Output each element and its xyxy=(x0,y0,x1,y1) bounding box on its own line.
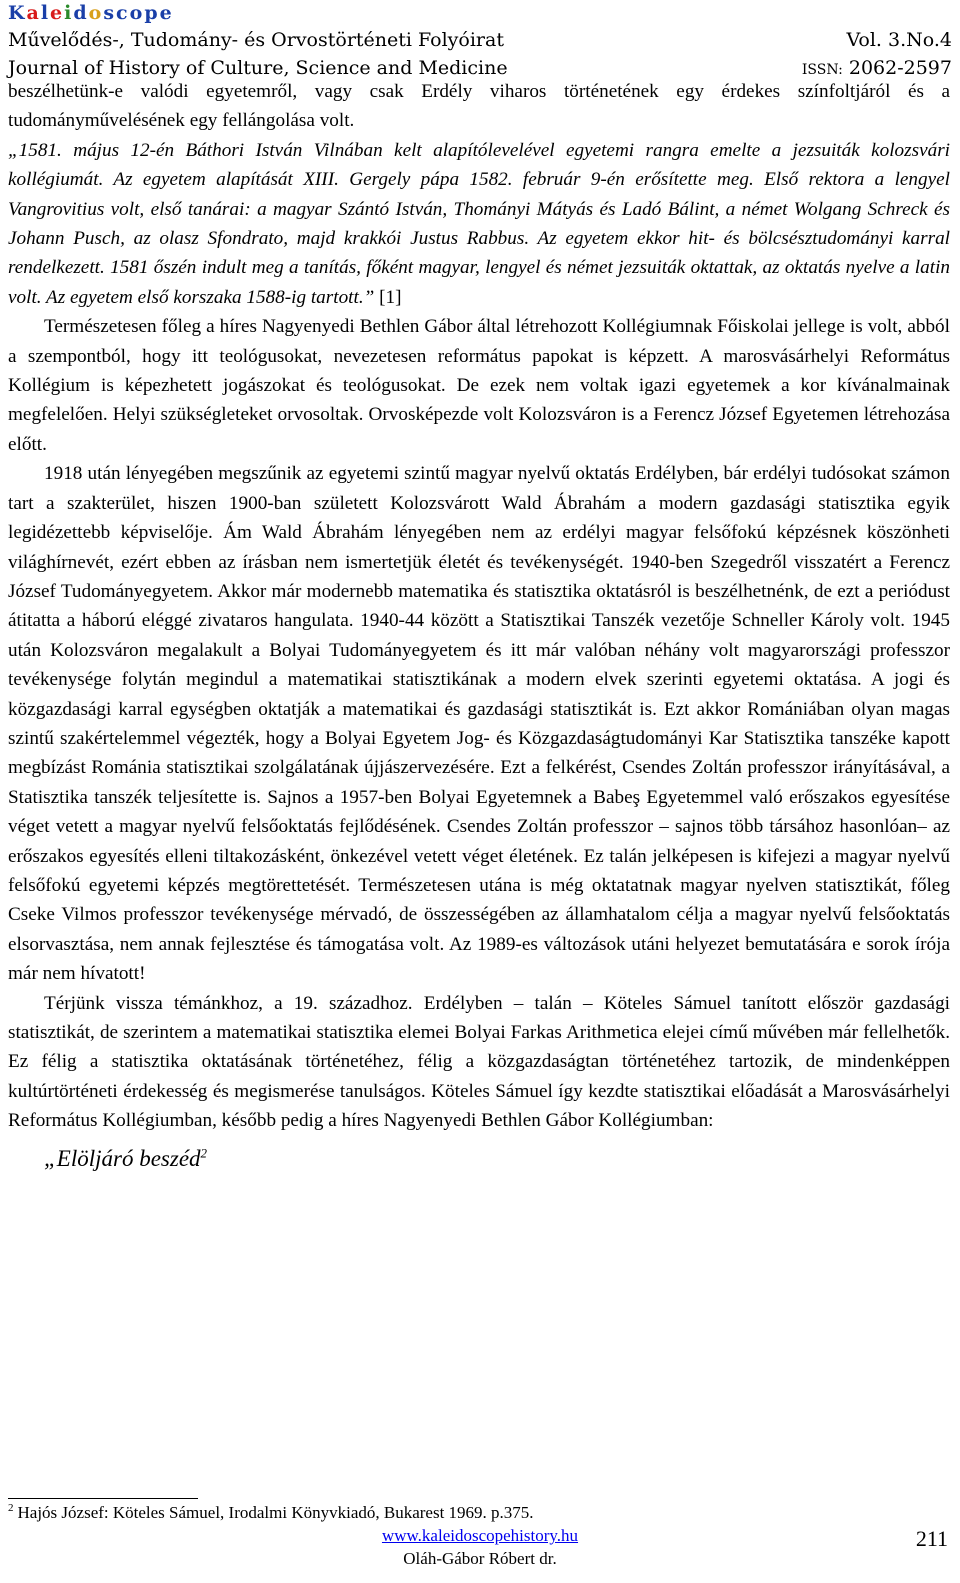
page-number: 211 xyxy=(915,1526,948,1551)
footnote-divider xyxy=(8,1498,198,1499)
journal-logo xyxy=(8,0,952,26)
logo-letter: d xyxy=(73,2,89,24)
volume-label: Vol. 3.No.4 xyxy=(846,29,952,51)
logo-letter: s xyxy=(103,2,117,24)
footnote xyxy=(8,1502,534,1524)
logo-letter: e xyxy=(50,2,65,24)
paragraph-4: Térjünk vissza témánkhoz, a 19. századhoz. Erdélyben – talán – Köteles Sámuel tanított először gazdasági statisztikát, de szerintem a matematikai statisztika elemei Bolyai Farkas Arithmetica elejei című művében már fellelhetők. Ez félig a statisztika oktatásának történetéhez, félig a közgazdaságtan történetéhez tartozik, de mindenképpen kultúrtörténeti érdekesség és megismerése tanulságos. Köteles Sámuel így kezdte statisztikai előadását a Marosvásárhelyi Református Kollégiumban, később pedig a híres Nagyenyedi Bethlen Gábor Kollégiumban: xyxy=(8,992,950,1132)
logo-letter: l xyxy=(40,2,51,24)
italic-quotation: „1581. május 12-én Báthori István Vilnában kelt alapítólevelével egyetemi rangra emelte a jezsuiták kolozsvári kollégiumát. Az egyetem alapítását XIII. Gergely pápa 1582. február 9-én erősítette meg. Első rektora a lengyel Vangrovitius volt, első tanárai: a magyar Szántó István, Thományi Mátyás és Ladó Bálint, a német Wolgang Schreck és Johann Pusch, az olasz Sfondrato, majd krakkói Justus Rabbus. Az egyetem ekkor hit- és bölcsésztudományi karral rendelkezett. 1581 őszén indult meg a tanítás, főként magyar, lengyel és német jezsuiták oktattak, az oktatás nyelve a latin volt. Az egyetem első korszaka 1588-ig tartott.” xyxy=(8,139,950,308)
journal-header xyxy=(8,0,952,84)
logo-letter: o xyxy=(88,2,104,24)
journal-title-en: Journal of History of Culture, Science and Medicine xyxy=(8,57,508,79)
header-row-1 xyxy=(8,26,952,54)
paragraph-2 xyxy=(8,136,950,459)
quote-text: „Elöljáró beszéd xyxy=(44,1145,201,1171)
logo-letter: p xyxy=(144,2,160,24)
issn-number: 2062-2597 xyxy=(848,57,952,79)
footnote-number: 2 xyxy=(8,1502,14,1515)
paragraph-2-text: Természetesen főleg a híres Nagyenyedi Bethlen Gábor által létrehozott Kollégiumnak Főiskolai jellege is volt, abból a szempontból, hogy itt teológusokat, nevezetesen református papokat is képzett. A marosvásárhelyi Református Kollégium is képezhetett jogászokat és teológusokat. De ezek nem voltak igazi egyetemek a kor kívánalmainak megfelelően. Helyi szükségleteket orvosoltak. Orvosképezde volt Kolozsváron is a Ferencz József Egyetemen létrehozása előtt. xyxy=(8,316,950,455)
footnote-text: Hajós József: Köteles Sámuel, Irodalmi Könyvkiadó, Bukarest 1969. p.375. xyxy=(17,1503,534,1522)
paragraph-3: 1918 után lényegében megszűnik az egyetemi szintű magyar nyelvű oktatás Erdélyben, bár erdélyi tudósokat számon tart a szakterület, hiszen 1900-ban született Kolozsvárott Wald Ábrahám a modern gazdasági statisztika egyik legidézettebb képviselője. Ám Wald Ábrahám lényegében nem az erdélyi magyar felsőfokú képzésnek köszönheti világhírnevét, ezért ebben az írásban nem ismertetjük életét és tevékenységét. 1940-ben Szegedről visszatért a Ferencz József Tudományegyetem. Akkor már modernebb matematika és statisztika oktatásról is beszélhetnénk, de ezt a periódust átitatta a háború eléggé zivataros hangulata. 1940-44 között a Statisztikai Tanszék vezetője Schneller Károly volt. 1945 után Kolozsváron megalakult a Bolyai Tudományegyetem és itt már valóban néhány volt magyarországi professzor tevékenysége folytán megindul a matematikai statisztikának a modern elvek szerinti egyetemi oktatása. A jogi és közgazdasági karral egységben oktatják a matematikai és gazdasági statisztikát is. Ezt akkor Romániában olyan magas szintű szakértelemmel végezték, hogy a Bolyai Egyetem Jog- és Közgazdaságtudományi Kar Statisztika tanszéke kapott megbízást Románia statisztikai szolgálatának újjászervezésére. Ezt a felkérést, Csendes Zoltán professzor irányításával, a Statisztika tanszék teljesítette is. Sajnos a 1957-ben Bolyai Egyetemnek a Babeş Egyetemmel való erőszakos egyesítése véget vetett a magyar nyelvű felsőoktatás fejlődésének. Csendes Zoltán professzor – sajnos több társához hasonlóan– az erőszakos egyesítés elleni tiltakozásként, önkezével vetett véget életének. Ez talán jelképesen is kifejezi a magyar nyelvű felsőfokú egyetemi képzés megtörettetését. Természetesen utána is még oktatatnak magyar nyelven statisztikát, főleg Cseke Vilmos professzor tevékenysége mérvadó, de összességében az államhatalom célja a magyar nyelvű felsőoktatás elsorvasztása, nem annak fejlesztése és támogatása volt. Az 1989-es változások utáni helyezet bemutatására e sorok írója már nem hívatott! xyxy=(8,463,950,985)
paragraph-2-continuation xyxy=(8,316,950,455)
issn-label: ISSN: xyxy=(801,62,843,78)
logo-letter: c xyxy=(116,2,130,24)
section-heading-quote xyxy=(8,1142,950,1176)
footer-url xyxy=(0,1526,960,1546)
paragraph-1: beszélhetünk-e valódi egyetemről, vagy csak Erdély viharos történetének egy érdekes színfoltjáról és a tudományművelésének egy fellángolása volt. xyxy=(8,81,950,132)
citation-ref: [1] xyxy=(374,286,402,308)
logo-letter: K xyxy=(8,2,27,24)
logo-letter: a xyxy=(26,2,41,24)
website-link[interactable]: www.kaleidoscopehistory.hu xyxy=(381,1526,579,1545)
journal-title-hu: Művelődés-, Tudomány- és Orvostörténeti Folyóirat xyxy=(8,29,504,51)
logo-letter: i xyxy=(64,2,74,24)
footer-author: Oláh-Gábor Róbert dr. xyxy=(403,1549,557,1568)
footnote-marker: 2 xyxy=(200,1144,208,1160)
logo-letter: o xyxy=(129,2,145,24)
logo-letter: e xyxy=(159,2,174,24)
article-body xyxy=(8,77,950,1176)
